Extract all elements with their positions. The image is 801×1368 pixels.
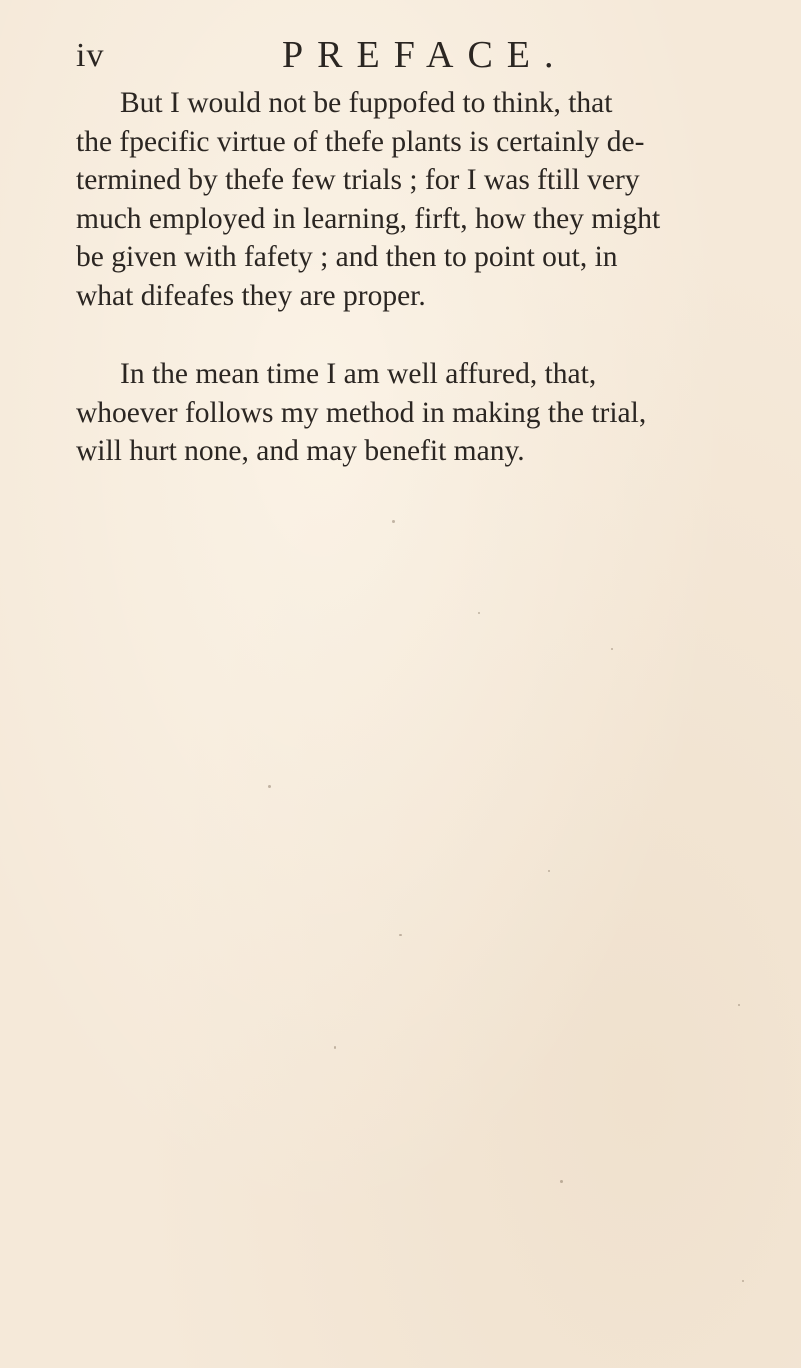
page-header [0, 28, 801, 76]
text-line: will hurt none, and may benefit many. [76, 435, 525, 467]
text-line: the fpecific virtue of thefe plants is certainly de- [76, 125, 645, 158]
text-line: In the mean time I am well affured, that, [120, 358, 597, 390]
text-line: what difeafes they are proper. [76, 279, 426, 312]
running-head: PREFACE. [282, 34, 568, 76]
text-line: much employed in learning, firft, how they might [76, 202, 661, 235]
text-line: termined by thefe few trials ; for I was ftill very [76, 164, 640, 196]
text-line: whoever follows my method in making the trial, [76, 396, 647, 429]
page-number: iv [76, 37, 105, 74]
paragraph-2 [76, 355, 796, 471]
text-line: But I would not be fuppofed to think, that [120, 87, 613, 119]
text-line: be given with fafety ; and then to point out, in [76, 241, 618, 273]
body-text [76, 84, 796, 471]
paragraph-1 [76, 84, 796, 315]
